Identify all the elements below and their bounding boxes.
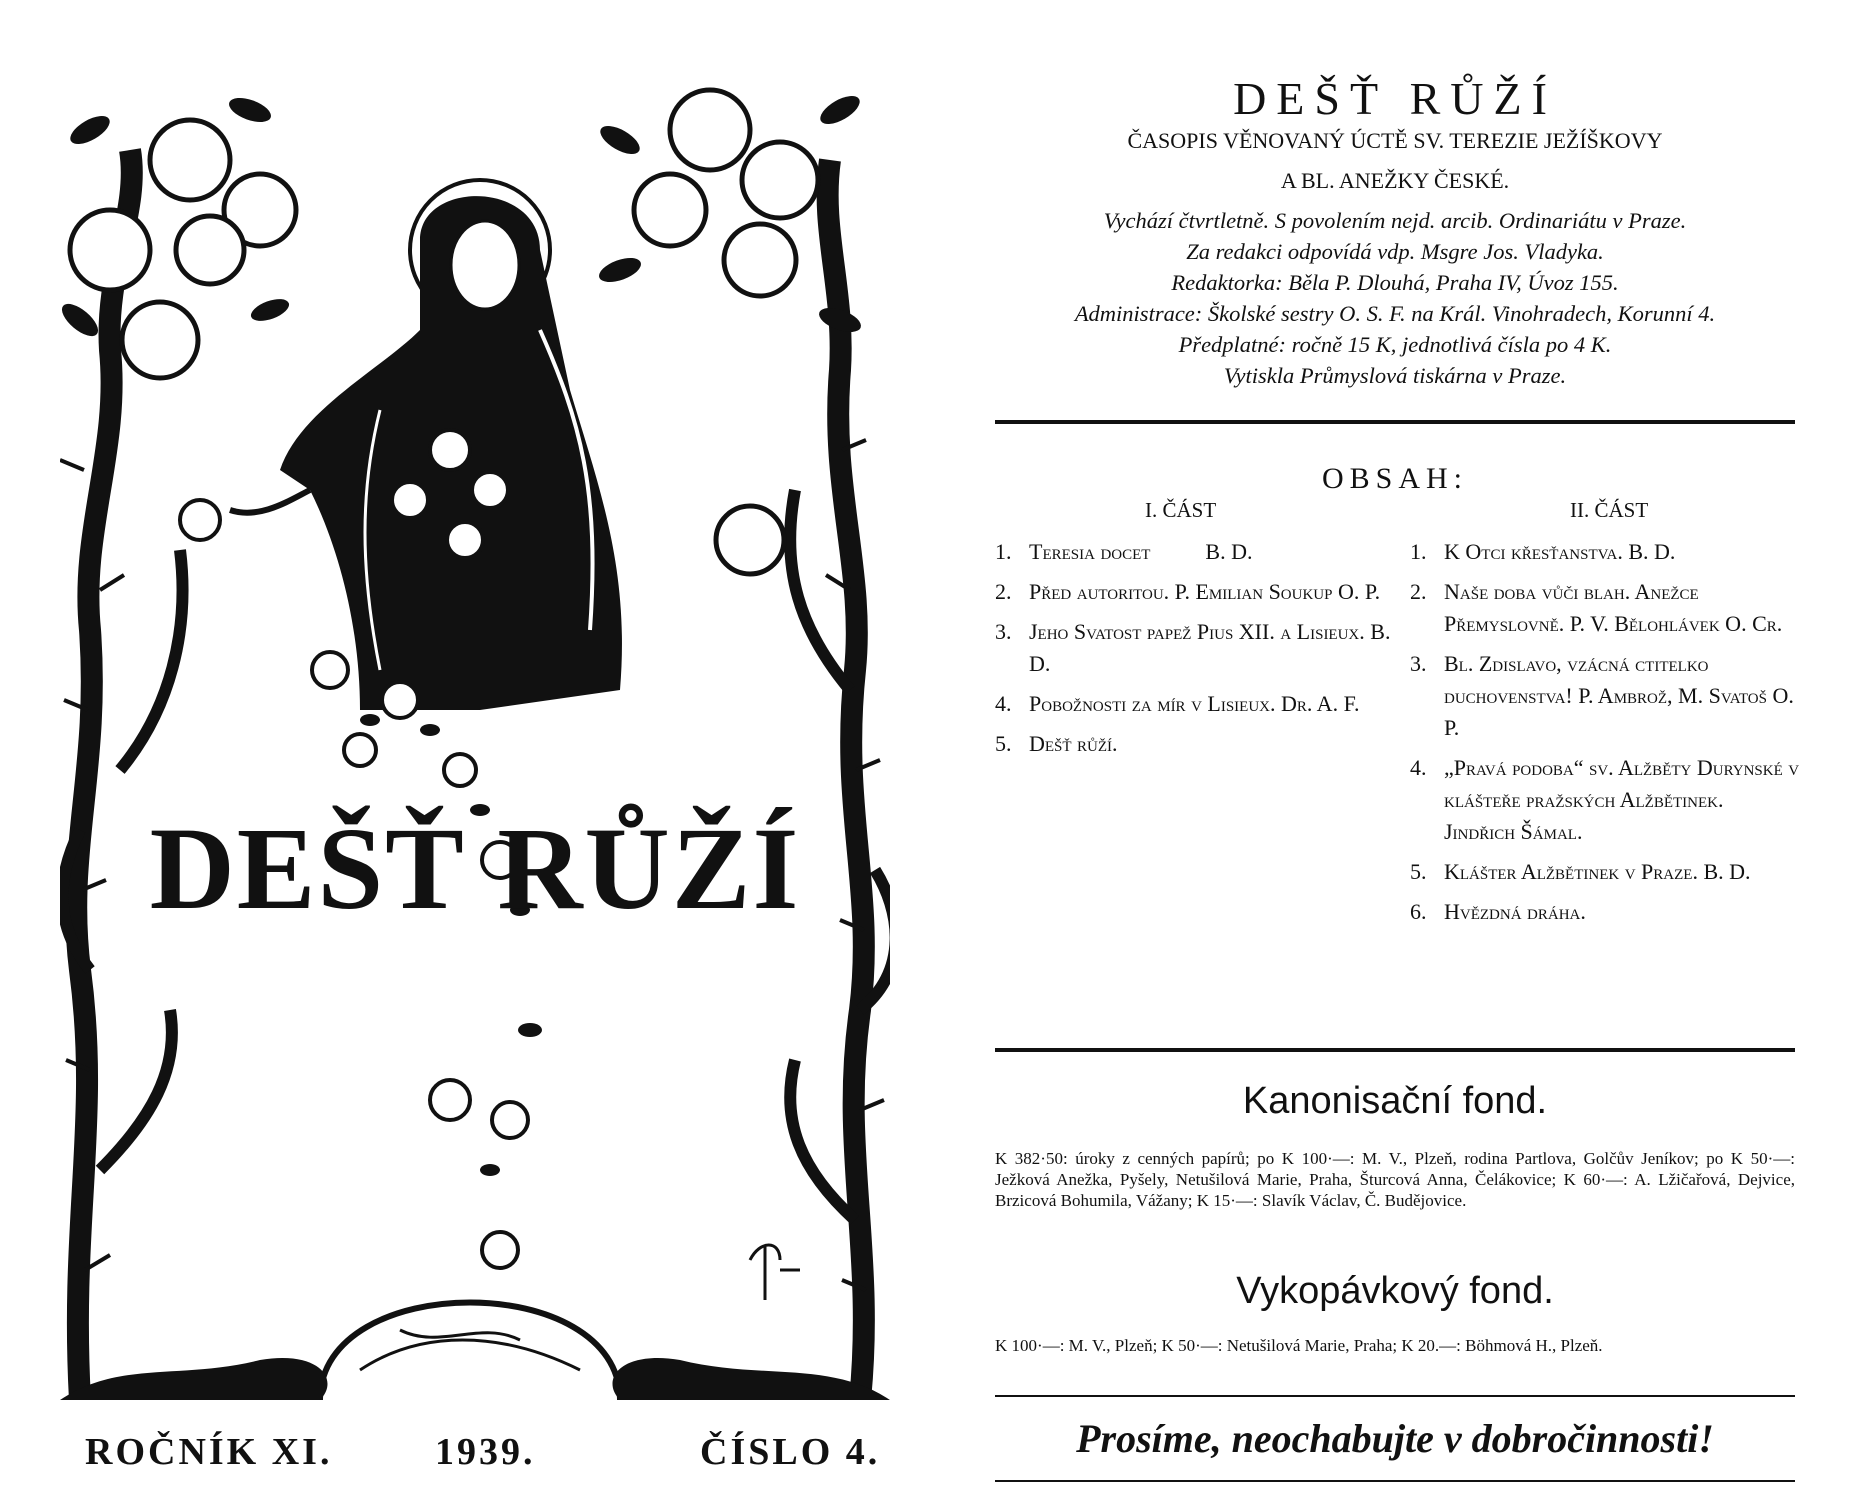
toc-item [995,616,1395,680]
imprint-line: Vychází čtvrtletně. S povolením nejd. arcib. Ordinariátu v Praze. [1103,208,1687,233]
divider [995,1048,1795,1052]
toc-text: „Pravá podoba“ sv. Alžběty Durynské v klášteře pražských Alžbětinek. Jindřich Šámal. [1444,755,1800,844]
cover-year: 1939. [435,1431,536,1473]
imprint-line: Za redakci odpovídá vdp. Msgre Jos. Vladyka. [1186,239,1604,264]
part2-heading: II. ČÁST [1570,498,1649,522]
toc-item [995,728,1395,760]
imprint-line: Vytiskla Průmyslová tiskárna v Praze. [1223,363,1567,388]
toc-item [995,688,1395,720]
toc-num: 6. [1410,899,1427,924]
toc-item [995,536,1395,568]
globe-icon [320,1303,620,1401]
cover-title: DEŠŤ RŮŽÍ [149,803,801,934]
toc-num: 5. [995,731,1012,756]
toc-num: 2. [1410,579,1427,604]
cover-volume: ROČNÍK XI. [85,1431,333,1473]
canonisation-fund-text: K 382·50: úroky z cenných papírů; po K 100·—: M. V., Plzeň, rodina Partlova, Golčův Jeníkov; po K 50·—: Ježková Anežka, Pyšely, Netušilová Marie, Praha, Šturcová Anna, Čelákovice; K 60·—: A. Lžičařová, Dejvice, Brzicová Bohumila, Vážany; K 15·—: Slavík Václav, Č. Budějovice. [995,1149,1795,1210]
toc-num: 1. [1410,539,1427,564]
masthead-subtitle: A BL. ANEŽKY ČESKÉ. [1280,168,1510,193]
plea-text: Prosíme, neochabujte v dobročinnosti! [1076,1416,1714,1461]
masthead-subtitle: ČASOPIS VĚNOVANÝ ÚCTĚ SV. TEREZIE JEŽÍŠKOVY [1127,128,1663,153]
divider [995,1395,1795,1397]
toc-text: Pobožnosti za mír v Lisieux. Dr. A. F. [1029,691,1360,716]
saint-figure [230,180,622,710]
cover-issue: ČÍSLO 4. [700,1431,881,1473]
toc-num: 4. [995,691,1012,716]
imprint-line: Redaktorka: Běla P. Dlouhá, Praha IV, Úvoz 155. [1171,270,1619,295]
imprint [995,205,1795,391]
toc-item [1410,536,1800,568]
toc-text: Před autoritou. P. Emilian Soukup O. P. [1029,579,1381,604]
contents-heading: OBSAH: [1321,462,1469,495]
toc-text: Bl. Zdislavo, vzácná ctitelko duchovenstva! P. Ambrož, M. Svatoš O. P. [1444,651,1794,740]
toc-part2 [1410,536,1800,936]
toc-num: 5. [1410,859,1427,884]
imprint-line: Předplatné: ročně 15 K, jednotlivá čísla po 4 K. [1178,332,1612,357]
toc-item [1410,576,1800,640]
toc-item [995,576,1395,608]
divider [995,420,1795,424]
toc-text: Jeho Svatost papež Pius XII. a Lisieux. B. D. [1029,619,1391,676]
toc-num: 3. [995,619,1012,644]
toc-text: Hvězdná dráha. [1444,899,1586,924]
toc-text: Naše doba vůči blah. Anežce Přemyslovně. P. V. Bělohlávek O. Cr. [1444,579,1783,636]
toc-item [1410,648,1800,744]
toc-num: 3. [1410,651,1427,676]
artist-monogram [750,1245,800,1300]
excavation-fund-title: Vykopávkový fond. [1236,1270,1554,1312]
toc-item [1410,752,1800,848]
toc-num: 4. [1410,755,1427,780]
toc-item [1410,856,1800,888]
imprint-line: Administrace: Školské sestry O. S. F. na Král. Vinohradech, Korunní 4. [1074,301,1716,326]
masthead-title: DEŠŤ RŮŽÍ [1233,73,1557,124]
toc-item [1410,896,1800,928]
toc-part1 [995,536,1395,768]
contents-page [995,0,1800,1500]
toc-text: Teresia docet B. D. [1029,539,1253,564]
cover-illustration [60,70,890,1400]
excavation-fund-text: K 100·—: M. V., Plzeň; K 50·—: Netušilová Marie, Praha; K 20.—: Böhmová H., Plzeň. [995,1336,1603,1355]
toc-num: 2. [995,579,1012,604]
toc-text: Dešť růží. [1029,731,1118,756]
divider [995,1480,1795,1482]
canonisation-fund-title: Kanonisační fond. [1242,1080,1548,1122]
part1-heading: I. ČÁST [1145,498,1217,522]
toc-text: Klášter Alžbětinek v Praze. B. D. [1444,859,1751,884]
toc-text: K Otci křesťanstva. B. D. [1444,539,1676,564]
toc-num: 1. [995,539,1012,564]
